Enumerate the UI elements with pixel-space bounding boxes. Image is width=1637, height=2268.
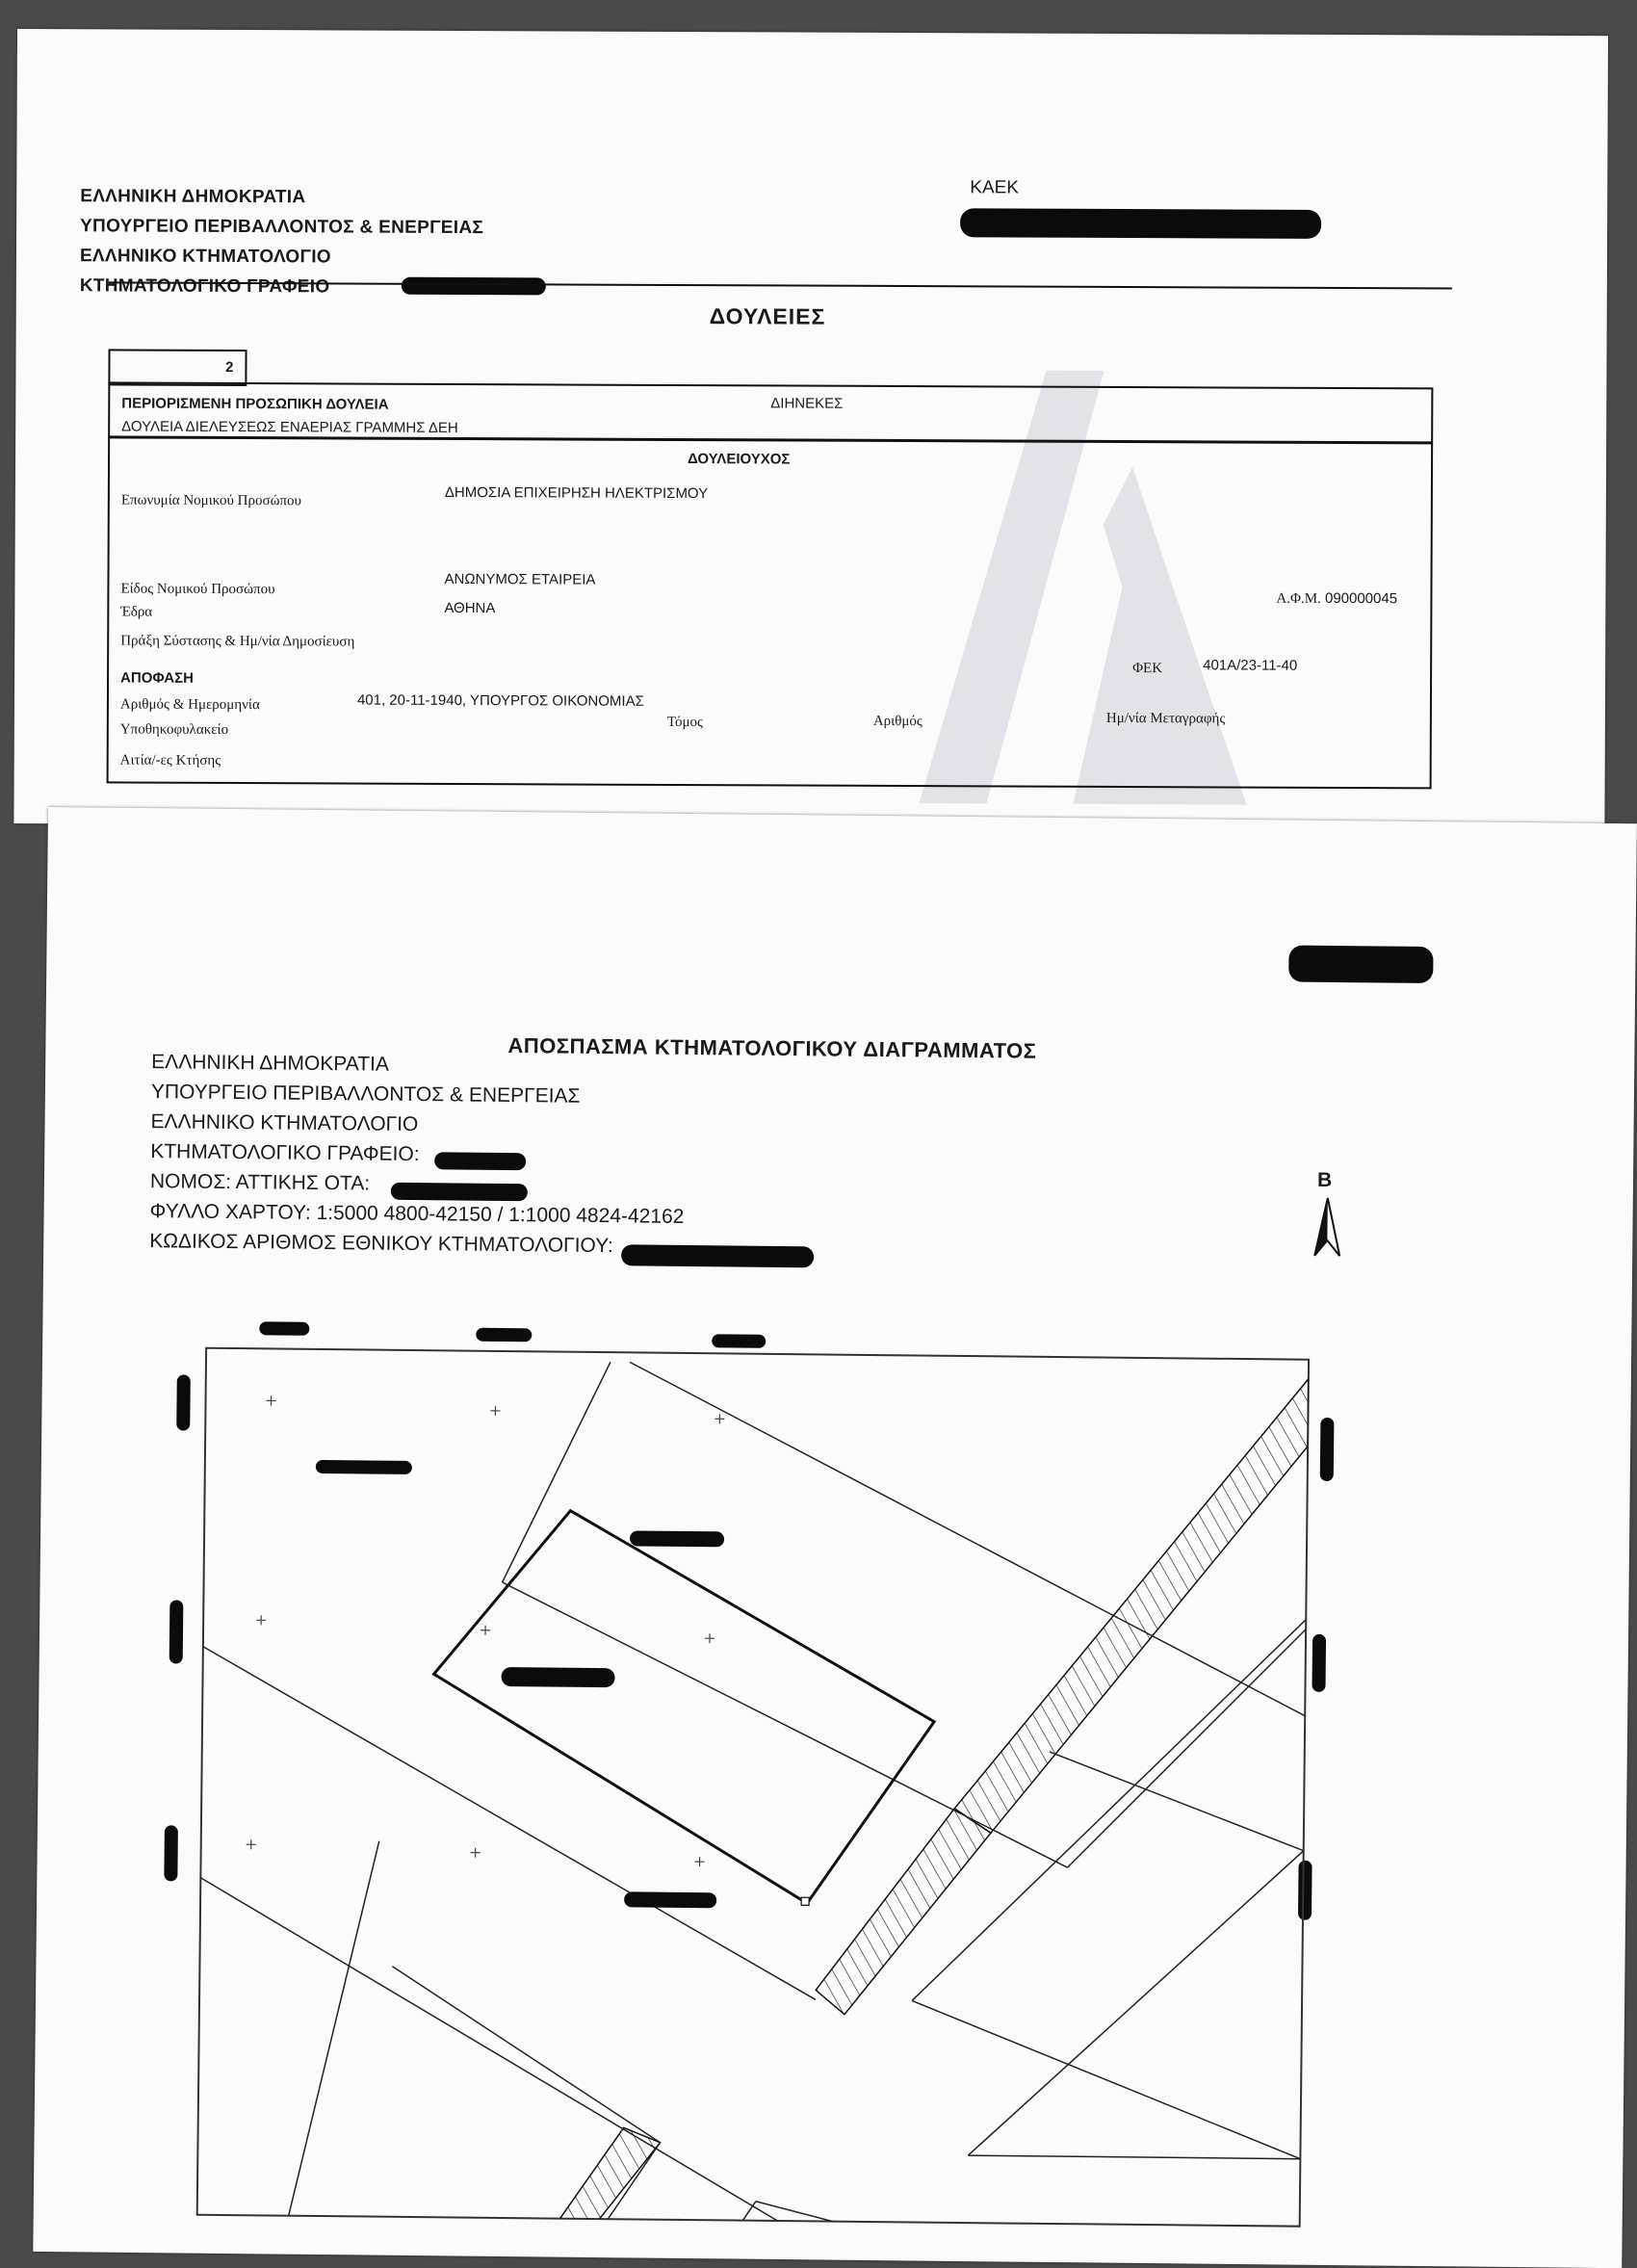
redaction-mark <box>169 1600 184 1663</box>
redaction-mark <box>164 1825 178 1881</box>
redaction-ota <box>391 1183 528 1201</box>
label-number-date: Αριθμός & Ημερομηνία <box>119 696 260 714</box>
redaction-office <box>402 277 546 296</box>
value-legal-type: ΑΝΩΝΥΜΟΣ ΕΤΑΙΡΕΙΑ <box>444 570 596 588</box>
kaek-label: ΚΑΕΚ <box>970 177 1020 198</box>
label-number: Αριθμός <box>872 713 922 730</box>
easement-description: ΔΟΥΛΕΙΑ ΔΙΕΛΕΥΣΕΩΣ ΕΝΑΕΡΙΑΣ ΓΡΑΜΜΗΣ ΔΕΗ <box>121 418 458 437</box>
easement-duration: ΔΙΗΝΕΚΕΣ <box>770 395 844 412</box>
value-number-date: 401, 20-11-1940, ΥΠΟΥΡΓΟΣ ΟΙΚΟΝΟΜΙΑΣ <box>356 691 644 710</box>
hatched-easement-strip <box>816 1807 991 2016</box>
label-cause: Αιτία/-ες Κτήσης <box>119 752 221 769</box>
cadastral-map <box>140 1299 1343 2236</box>
national-code-line: ΚΩΔΙΚΟΣ ΑΡΙΘΜΟΣ ΕΘΝΙΚΟΥ ΚΤΗΜΑΤΟΛΟΓΙΟΥ: <box>149 1230 613 1258</box>
redaction-top-right <box>1288 946 1433 984</box>
value-afm: 090000045 <box>1324 589 1398 608</box>
prefecture-line: ΝΟΜΟΣ: ΑΤΤΙΚΗΣ ΟΤΑ: <box>149 1170 371 1195</box>
value-legal-name: ΔΗΜΟΣΙΑ ΕΠΙΧΕΙΡΗΣΗ ΗΛΕΚΤΡΙΣΜΟΥ <box>444 483 709 503</box>
redaction-mark <box>476 1328 532 1343</box>
header-line: ΚΤΗΜΑΤΟΛΟΓΙΚΟ ΓΡΑΦΕΙΟ <box>79 275 330 298</box>
north-label: Β <box>1316 1168 1333 1191</box>
redaction-mark <box>1320 1418 1335 1481</box>
redaction-kaek <box>960 208 1321 239</box>
entry-number-box <box>108 349 247 386</box>
office-line: ΚΤΗΜΑΤΟΛΟΓΙΚΟ ΓΡΑΦΕΙΟ: <box>150 1140 420 1166</box>
redaction-office <box>434 1152 526 1170</box>
redaction-mark <box>712 1334 766 1348</box>
easement-box <box>108 381 1433 443</box>
header-line: ΕΛΛΗΝΙΚΗ ΔΗΜΟΚΡΑΤΙΑ <box>80 186 306 208</box>
label-founding-act: Πράξη Σύστασης & Ημ/νία Δημοσίευση <box>120 633 355 650</box>
label-decision: ΑΠΟΦΑΣΗ <box>120 669 195 687</box>
diagram-header-block <box>149 1047 686 1262</box>
header-line: ΕΛΛΗΝΙΚΟ ΚΤΗΜΑΤΟΛΟΓΙΟ <box>150 1110 419 1136</box>
redaction-parcel-label <box>624 1891 716 1908</box>
redaction-mark <box>259 1321 309 1336</box>
north-arrow-icon <box>1312 1196 1342 1258</box>
map-sheet-line: ΦΥΛΛΟ ΧΑΡΤΟΥ: 1:5000 4800-42150 / 1:1000 4824-42162 <box>149 1200 685 1228</box>
header-line: ΥΠΟΥΡΓΕΙΟ ΠΕΡΙΒΑΛΛΟΝΤΟΣ & ΕΝΕΡΓΕΙΑΣ <box>150 1081 581 1108</box>
subject-parcel <box>431 1509 936 1904</box>
label-registry: Υποθηκοφυλακείο <box>119 721 229 738</box>
label-volume: Τόμος <box>666 714 704 731</box>
label-legal-type: Είδος Νομικού Προσώπου <box>120 581 275 598</box>
cadastral-diagram-sheet <box>33 807 1637 2268</box>
diagram-title: ΑΠΟΣΠΑΣΜΑ ΚΤΗΜΑΤΟΛΟΓΙΚΟΥ ΔΙΑΓΡΑΜΜΑΤΟΣ <box>507 1033 1037 1063</box>
label-fek: ΦΕΚ <box>1132 661 1163 677</box>
parcel-vertex-marker <box>801 1897 809 1905</box>
section-title: ΔΟΥΛΕΙΕΣ <box>709 303 826 329</box>
beneficiary-title: ΔΟΥΛΕΙΟΥΧΟΣ <box>688 451 791 468</box>
afm-group <box>1276 590 1397 609</box>
label-transfer-date: Ημ/νία Μεταγραφής <box>1105 710 1226 727</box>
value-seat: ΑΘΗΝΑ <box>444 599 496 617</box>
map-content <box>197 1358 1309 2236</box>
easement-type: ΠΕΡΙΟΡΙΣΜΕΝΗ ΠΡΟΣΩΠΙΚΗ ΔΟΥΛΕΙΑ <box>121 395 389 413</box>
header-line: ΕΛΛΗΝΙΚΟ ΚΤΗΜΑΤΟΛΟΓΙΟ <box>79 246 331 268</box>
redaction-parcel-label <box>501 1667 614 1687</box>
redaction-code <box>621 1244 814 1267</box>
label-legal-name: Επωνυμία Νομικού Προσώπου <box>120 492 302 509</box>
parcel-boundaries <box>197 1358 1309 2236</box>
hatched-easement-strip <box>954 1375 1309 1837</box>
beneficiary-box <box>107 436 1434 789</box>
redaction-parcel-label <box>630 1530 724 1547</box>
value-fek: 401Α/23-11-40 <box>1203 657 1298 674</box>
certificate-sheet-easements <box>13 29 1608 830</box>
redaction-parcel-label <box>316 1460 412 1474</box>
redaction-mark <box>1312 1634 1326 1692</box>
header-line: ΥΠΟΥΡΓΕΙΟ ΠΕΡΙΒΑΛΛΟΝΤΟΣ & ΕΝΕΡΓΕΙΑΣ <box>80 216 484 239</box>
label-afm: Α.Φ.Μ. <box>1276 590 1321 607</box>
header-line: ΕΛΛΗΝΙΚΗ ΔΗΜΟΚΡΑΤΙΑ <box>151 1051 390 1076</box>
entry-number: 2 <box>225 358 234 376</box>
redaction-mark <box>1298 1861 1312 1920</box>
redaction-mark <box>176 1374 191 1430</box>
label-seat: Έδρα <box>120 604 153 620</box>
